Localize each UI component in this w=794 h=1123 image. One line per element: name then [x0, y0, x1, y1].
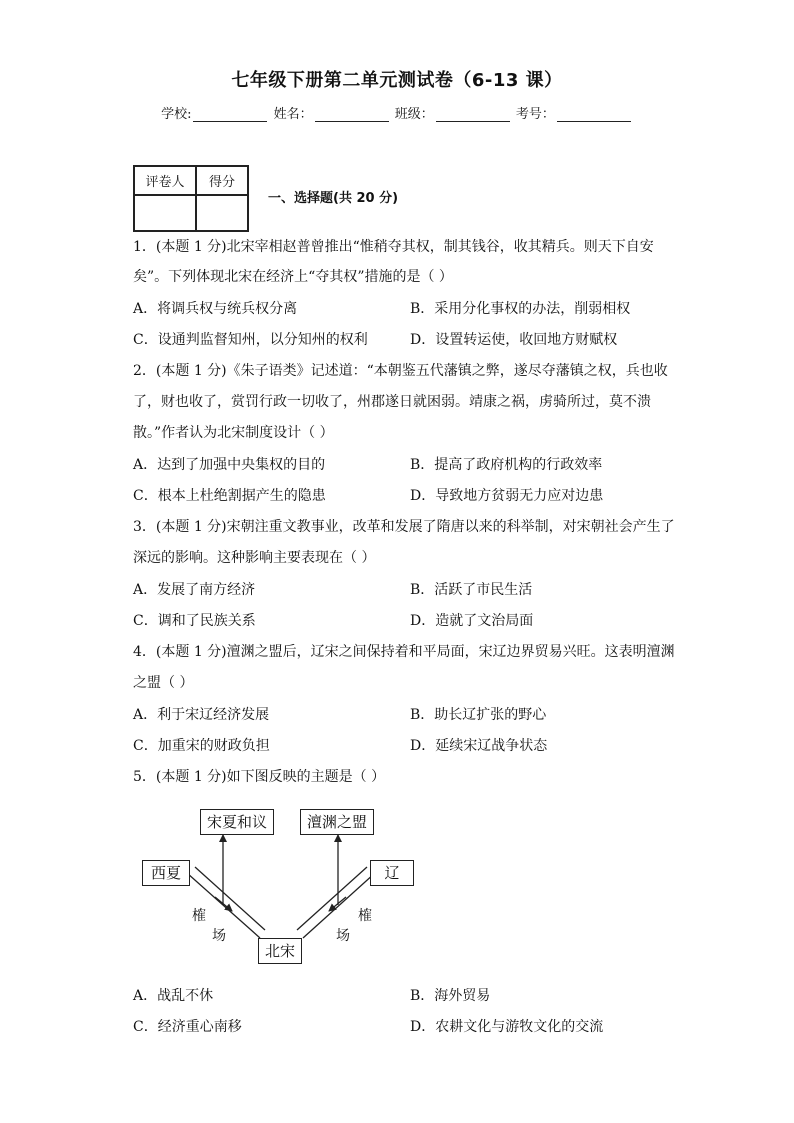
trade-diagram — [120, 795, 450, 970]
grader-cell[interactable] — [134, 195, 196, 231]
question-1-line-2: 矣”。下列体现北宋在经济上“夺其权”措施的是（ ） — [133, 269, 453, 285]
question-1-option-a[interactable]: A．将调兵权与统兵权分离 — [133, 301, 298, 317]
question-4-line-1: 4．(本题 1 分)澶渊之盟后，辽宋之间保持着和平局面，宋辽边界贸易兴旺。这表明澶渊 — [133, 644, 675, 660]
question-5-option-d[interactable]: D．农耕文化与游牧文化的交流 — [410, 1019, 604, 1035]
name-label: 姓名： — [273, 107, 313, 122]
question-5-option-b[interactable]: B．海外贸易 — [410, 988, 491, 1004]
question-3-option-c[interactable]: C．调和了民族关系 — [133, 613, 256, 629]
class-blank[interactable] — [436, 107, 510, 122]
grader-header: 评卷人 — [134, 166, 196, 195]
question-1-option-c[interactable]: C．设通判监督知州，以分知州的权利 — [133, 332, 368, 348]
question-3-option-b[interactable]: B．活跃了市民生活 — [410, 582, 533, 598]
question-2-line-1: 2．(本题 1 分)《朱子语类》记述道：“本朝鉴五代藩镇之弊，遂尽夺藩镇之权，兵也收 — [133, 363, 668, 379]
chanyuan-treaty-box: 澶渊之盟 — [300, 809, 374, 835]
name-blank[interactable] — [315, 107, 389, 122]
label-left-chang: 场 — [212, 928, 226, 944]
class-label: 班级： — [394, 107, 434, 122]
question-2-option-a[interactable]: A．达到了加强中央集权的目的 — [133, 457, 326, 473]
question-4-option-a[interactable]: A．利于宋辽经济发展 — [133, 707, 270, 723]
section-title: 一、选择题(共 20 分) — [268, 191, 399, 206]
song-xia-peace-box: 宋夏和议 — [200, 809, 274, 835]
page-title: 七年级下册第二单元测试卷（6-13 课） — [231, 70, 563, 91]
score-table — [133, 165, 249, 232]
question-2-option-b[interactable]: B．提高了政府机构的行政效率 — [410, 457, 603, 473]
question-4-option-c[interactable]: C．加重宋的财政负担 — [133, 738, 270, 754]
xixia-box: 西夏 — [142, 860, 190, 886]
question-1-option-b[interactable]: B．采用分化事权的办法，削弱相权 — [410, 301, 631, 317]
exam-no-blank[interactable] — [557, 107, 631, 122]
question-3-line-2: 深远的影响。这种影响主要表现在（ ） — [133, 550, 376, 566]
question-5-option-c[interactable]: C．经济重心南移 — [133, 1019, 242, 1035]
question-1-option-d[interactable]: D．设置转运使，收回地方财赋权 — [410, 332, 618, 348]
exam-no-label: 考号： — [515, 107, 555, 122]
label-left-que: 榷 — [192, 908, 206, 924]
student-info-row — [0, 103, 794, 122]
score-header: 得分 — [196, 166, 248, 195]
school-blank[interactable] — [193, 107, 267, 122]
question-2-line-3: 散。”作者认为北宋制度设计（ ） — [133, 425, 334, 441]
school-label: 学校: — [161, 107, 192, 122]
question-4-option-d[interactable]: D．延续宋辽战争状态 — [410, 738, 548, 754]
question-4-option-b[interactable]: B．助长辽扩张的野心 — [410, 707, 547, 723]
question-5-option-a[interactable]: A．战乱不休 — [133, 988, 214, 1004]
question-3-option-a[interactable]: A．发展了南方经济 — [133, 582, 256, 598]
question-2-option-c[interactable]: C．根本上杜绝割据产生的隐患 — [133, 488, 326, 504]
beisong-box: 北宋 — [258, 938, 302, 964]
question-5-line-1: 5．(本题 1 分)如下图反映的主题是（ ） — [133, 769, 386, 785]
question-4-line-2: 之盟（ ） — [133, 675, 194, 691]
right-trade-line-inner — [297, 867, 367, 930]
score-cell[interactable] — [196, 195, 248, 231]
question-3-option-d[interactable]: D．造就了文治局面 — [410, 613, 534, 629]
liao-box: 辽 — [370, 860, 414, 886]
question-2-option-d[interactable]: D．导致地方贫弱无力应对边患 — [410, 488, 604, 504]
label-right-chang: 场 — [336, 928, 350, 944]
question-1-line-1: 1．(本题 1 分)北宋宰相赵普曾推出“惟稍夺其权，制其钱谷，收其精兵。则天下自安 — [133, 239, 654, 255]
label-right-que: 榷 — [358, 908, 372, 924]
question-3-line-1: 3．(本题 1 分)宋朝注重文教事业，改革和发展了隋唐以来的科举制，对宋朝社会产生了 — [133, 519, 675, 535]
question-2-line-2: 了，财也收了，赏罚行政一切收了，州郡遂日就困弱。靖康之祸，虏骑所过，莫不溃 — [133, 394, 651, 410]
